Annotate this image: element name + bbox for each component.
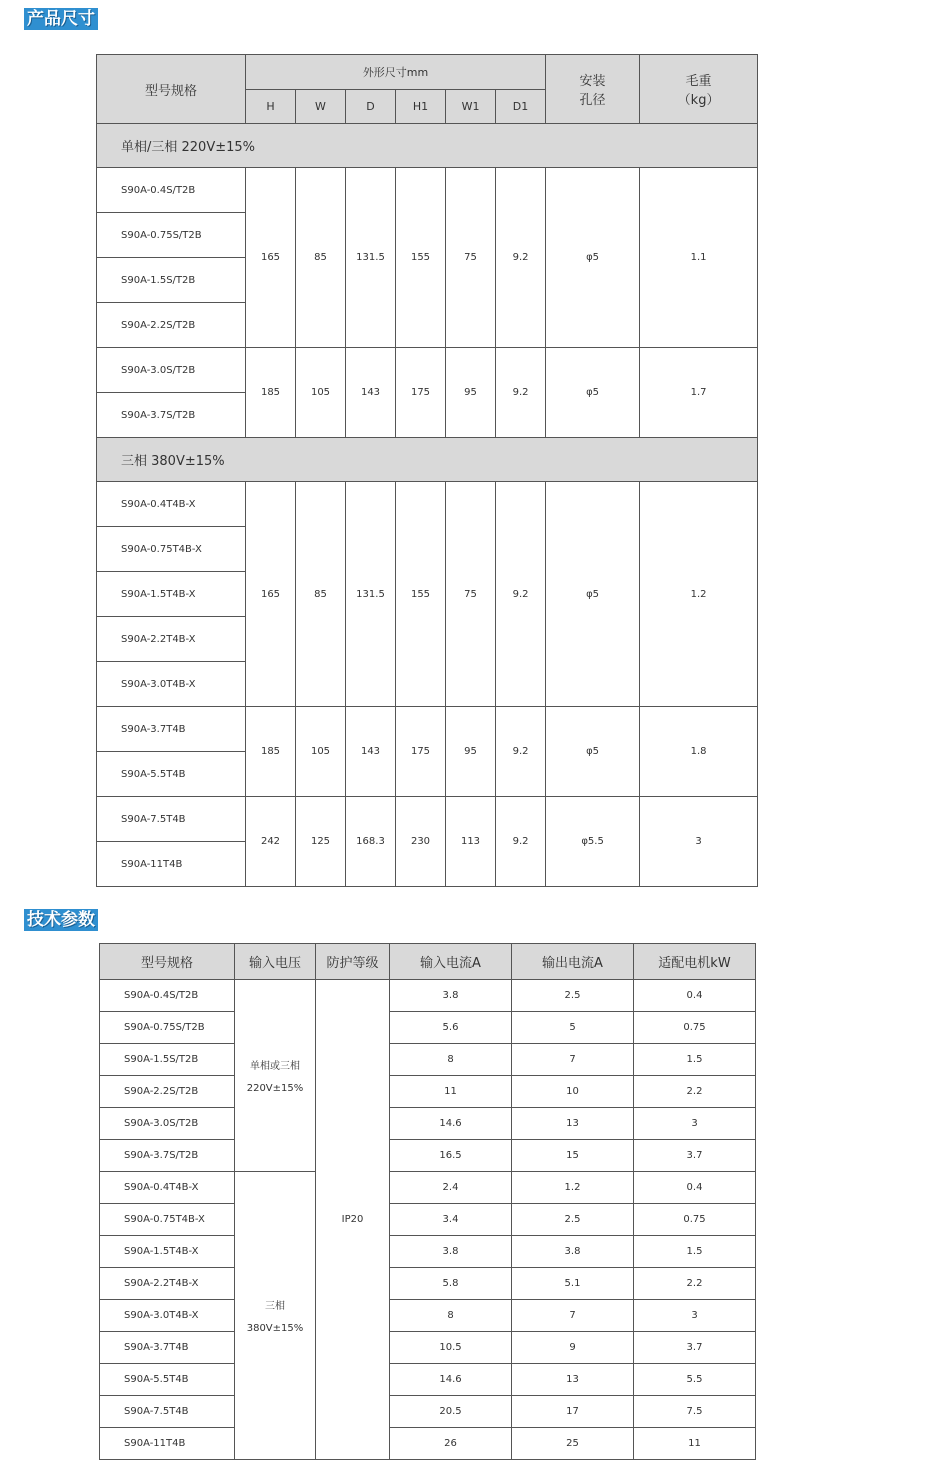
- input-current: 8: [390, 1044, 512, 1076]
- header-col-W: W: [296, 90, 346, 124]
- input-current: 5.8: [390, 1268, 512, 1300]
- header-col-D: D: [346, 90, 396, 124]
- input-current: 26: [390, 1428, 512, 1460]
- dim-value: 75: [446, 168, 496, 348]
- model-cell: S90A-3.0T4B-X: [97, 662, 246, 707]
- input-current: 16.5: [390, 1140, 512, 1172]
- dim-value: 85: [296, 168, 346, 348]
- motor-kw: 3.7: [634, 1332, 756, 1364]
- hole-value: φ5: [546, 168, 640, 348]
- model-cell: S90A-0.75T4B-X: [97, 527, 246, 572]
- dim-value: 242: [246, 797, 296, 887]
- header-col-2: 防护等级: [316, 944, 390, 980]
- model-cell: S90A-3.0S/T2B: [100, 1108, 235, 1140]
- header-row: [100, 944, 756, 980]
- dim-value: 125: [296, 797, 346, 887]
- hole-value: φ5: [546, 482, 640, 707]
- table-row: [100, 1140, 756, 1172]
- dim-value: 175: [396, 707, 446, 797]
- model-cell: S90A-5.5T4B: [100, 1364, 235, 1396]
- protection-cell: IP20: [316, 980, 390, 1460]
- header-model: 型号规格: [97, 55, 246, 124]
- input-current: 14.6: [390, 1364, 512, 1396]
- input-current: 14.6: [390, 1108, 512, 1140]
- motor-kw: 5.5: [634, 1364, 756, 1396]
- model-cell: S90A-7.5T4B: [97, 797, 246, 842]
- input-current: 2.4: [390, 1172, 512, 1204]
- table-row: [100, 1108, 756, 1140]
- header-hole: 安装 孔径: [546, 55, 640, 124]
- table-row: [97, 707, 758, 752]
- input-current: 20.5: [390, 1396, 512, 1428]
- dim-value: 143: [346, 348, 396, 438]
- output-current: 3.8: [512, 1236, 634, 1268]
- motor-kw: 0.4: [634, 1172, 756, 1204]
- model-cell: S90A-2.2S/T2B: [100, 1076, 235, 1108]
- model-cell: S90A-3.0T4B-X: [100, 1300, 235, 1332]
- table-row: [100, 1332, 756, 1364]
- dim-value: 131.5: [346, 168, 396, 348]
- weight-value: 1.2: [640, 482, 758, 707]
- output-current: 5: [512, 1012, 634, 1044]
- header-col-H1: H1: [396, 90, 446, 124]
- model-cell: S90A-1.5S/T2B: [97, 258, 246, 303]
- dim-value: 175: [396, 348, 446, 438]
- motor-kw: 0.75: [634, 1204, 756, 1236]
- voltage-cell: 三相 380V±15%: [235, 1172, 316, 1460]
- motor-kw: 0.75: [634, 1012, 756, 1044]
- model-cell: S90A-0.4T4B-X: [97, 482, 246, 527]
- input-current: 3.4: [390, 1204, 512, 1236]
- model-cell: S90A-0.4T4B-X: [100, 1172, 235, 1204]
- header-col-W1: W1: [446, 90, 496, 124]
- output-current: 7: [512, 1300, 634, 1332]
- dim-value: 168.3: [346, 797, 396, 887]
- model-cell: S90A-2.2T4B-X: [100, 1268, 235, 1300]
- header-col-D1: D1: [496, 90, 546, 124]
- header-col-5: 适配电机kW: [634, 944, 756, 980]
- table-row: [97, 797, 758, 842]
- model-cell: S90A-0.4S/T2B: [97, 168, 246, 213]
- table-row: [100, 1428, 756, 1460]
- model-cell: S90A-3.7T4B: [100, 1332, 235, 1364]
- model-cell: S90A-2.2S/T2B: [97, 303, 246, 348]
- model-cell: S90A-0.75S/T2B: [100, 1012, 235, 1044]
- header-col-H: H: [246, 90, 296, 124]
- output-current: 2.5: [512, 1204, 634, 1236]
- dim-value: 105: [296, 707, 346, 797]
- table-row: [100, 1012, 756, 1044]
- dimensions-table: [96, 54, 758, 887]
- dim-value: 105: [296, 348, 346, 438]
- model-cell: S90A-3.0S/T2B: [97, 348, 246, 393]
- input-current: 11: [390, 1076, 512, 1108]
- table-row: [97, 482, 758, 527]
- table-row: [100, 980, 756, 1012]
- dim-value: 165: [246, 168, 296, 348]
- input-current: 8: [390, 1300, 512, 1332]
- header-col-0: 型号规格: [100, 944, 235, 980]
- dim-value: 230: [396, 797, 446, 887]
- hole-value: φ5.5: [546, 797, 640, 887]
- header-row: [97, 55, 758, 90]
- input-current: 5.6: [390, 1012, 512, 1044]
- dim-value: 95: [446, 348, 496, 438]
- model-cell: S90A-11T4B: [97, 842, 246, 887]
- model-cell: S90A-0.4S/T2B: [100, 980, 235, 1012]
- motor-kw: 11: [634, 1428, 756, 1460]
- table-row: [97, 348, 758, 393]
- group-row: [97, 438, 758, 482]
- model-cell: S90A-3.7S/T2B: [100, 1140, 235, 1172]
- output-current: 7: [512, 1044, 634, 1076]
- weight-value: 1.7: [640, 348, 758, 438]
- dim-value: 185: [246, 707, 296, 797]
- dim-value: 143: [346, 707, 396, 797]
- hole-value: φ5: [546, 707, 640, 797]
- model-cell: S90A-1.5T4B-X: [97, 572, 246, 617]
- weight-value: 1.1: [640, 168, 758, 348]
- output-current: 13: [512, 1364, 634, 1396]
- motor-kw: 1.5: [634, 1044, 756, 1076]
- dim-value: 165: [246, 482, 296, 707]
- model-cell: S90A-0.75S/T2B: [97, 213, 246, 258]
- dim-value: 9.2: [496, 797, 546, 887]
- output-current: 25: [512, 1428, 634, 1460]
- motor-kw: 3.7: [634, 1140, 756, 1172]
- output-current: 10: [512, 1076, 634, 1108]
- table-row: [100, 1236, 756, 1268]
- motor-kw: 3: [634, 1108, 756, 1140]
- model-cell: S90A-3.7T4B: [97, 707, 246, 752]
- dim-value: 9.2: [496, 348, 546, 438]
- model-cell: S90A-3.7S/T2B: [97, 393, 246, 438]
- model-cell: S90A-7.5T4B: [100, 1396, 235, 1428]
- output-current: 17: [512, 1396, 634, 1428]
- output-current: 15: [512, 1140, 634, 1172]
- motor-kw: 2.2: [634, 1268, 756, 1300]
- header-col-3: 输入电流A: [390, 944, 512, 980]
- table-row: [97, 168, 758, 213]
- dim-value: 9.2: [496, 482, 546, 707]
- header-outer-size: 外形尺寸mm: [246, 55, 546, 90]
- group-title: 三相 380V±15%: [97, 438, 758, 482]
- section-title-tech-params: 技术参数: [24, 909, 98, 931]
- motor-kw: 7.5: [634, 1396, 756, 1428]
- table-row: [100, 1364, 756, 1396]
- model-cell: S90A-5.5T4B: [97, 752, 246, 797]
- input-current: 3.8: [390, 980, 512, 1012]
- header-weight: 毛重 （kg）: [640, 55, 758, 124]
- weight-value: 3: [640, 797, 758, 887]
- motor-kw: 2.2: [634, 1076, 756, 1108]
- model-cell: S90A-11T4B: [100, 1428, 235, 1460]
- voltage-cell: 单相或三相 220V±15%: [235, 980, 316, 1172]
- input-current: 3.8: [390, 1236, 512, 1268]
- table-row: [100, 1044, 756, 1076]
- motor-kw: 3: [634, 1300, 756, 1332]
- table-row: [100, 1204, 756, 1236]
- model-cell: S90A-0.75T4B-X: [100, 1204, 235, 1236]
- dim-value: 155: [396, 482, 446, 707]
- table-row: [100, 1268, 756, 1300]
- section-title-dimensions: 产品尺寸: [24, 8, 98, 30]
- group-title: 单相/三相 220V±15%: [97, 124, 758, 168]
- dim-value: 185: [246, 348, 296, 438]
- model-cell: S90A-1.5S/T2B: [100, 1044, 235, 1076]
- output-current: 13: [512, 1108, 634, 1140]
- dim-value: 113: [446, 797, 496, 887]
- dim-value: 85: [296, 482, 346, 707]
- model-cell: S90A-2.2T4B-X: [97, 617, 246, 662]
- motor-kw: 1.5: [634, 1236, 756, 1268]
- group-row: [97, 124, 758, 168]
- header-col-4: 输出电流A: [512, 944, 634, 980]
- dim-value: 131.5: [346, 482, 396, 707]
- header-col-1: 输入电压: [235, 944, 316, 980]
- model-cell: S90A-1.5T4B-X: [100, 1236, 235, 1268]
- motor-kw: 0.4: [634, 980, 756, 1012]
- table-row: [100, 1396, 756, 1428]
- output-current: 2.5: [512, 980, 634, 1012]
- hole-value: φ5: [546, 348, 640, 438]
- output-current: 9: [512, 1332, 634, 1364]
- output-current: 5.1: [512, 1268, 634, 1300]
- dim-value: 155: [396, 168, 446, 348]
- tech-params-table: [99, 943, 756, 1460]
- table-row: [100, 1172, 756, 1204]
- table-row: [100, 1076, 756, 1108]
- dim-value: 95: [446, 707, 496, 797]
- input-current: 10.5: [390, 1332, 512, 1364]
- dim-value: 75: [446, 482, 496, 707]
- table-row: [100, 1300, 756, 1332]
- dim-value: 9.2: [496, 168, 546, 348]
- weight-value: 1.8: [640, 707, 758, 797]
- output-current: 1.2: [512, 1172, 634, 1204]
- dim-value: 9.2: [496, 707, 546, 797]
